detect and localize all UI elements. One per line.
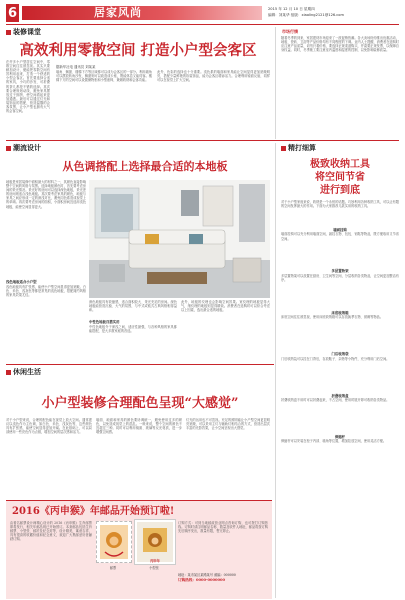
article2-body-right: 此外，地板的纹理也会影响空间效果。宽纹理的地板显得大气，细纹理的地板则显得精致。消费者在选购时可以综合考虑以上因素，选出最合适的地板。 <box>181 300 270 313</box>
article3-body-mid: 墙面、地面和家具的颜色要协调统一，避免使用过多的颜色，以免造成视觉上的混乱。一般来说，整个空间的颜色不宜超过三种。同时可以利用镜面、玻璃等反光材质，进一步增强空间感。 <box>96 418 182 435</box>
section-marker-icon <box>6 370 11 375</box>
monkey-stamp <box>96 521 132 563</box>
section-rule <box>6 140 399 141</box>
storage-tool-list <box>281 228 399 473</box>
sidebar-top-body: 随着冬季的到来，家居建材市场迎来了一波促销热潮。各大卖场纷纷推出优惠活动，地板、瓷砖、卫浴等产品价格均有不同程度的下调。业内人士提醒，消费者在选购时应注意产品质量，切勿只看价格，要选择正规渠道购买，并索要正规发票，以保障自身权益。同时，冬季施工要注意室内温度和湿度的控制，以免影响装修质量。 <box>281 36 399 53</box>
section-rule <box>6 364 274 365</box>
list-item-text: 伸缩杆可以安装在柜子内部、墙角等位置，增加挂放空间，使用灵活方便。 <box>281 439 387 444</box>
article4-headline: 2016《丙申猴》年邮品开始预订啦! <box>12 506 175 517</box>
list-item-title: 伸缩杆 <box>334 435 346 440</box>
article1-body-right: 此外，色彩的选择也十分重要。浅色系的墙面和家具能让空间显得更加宽敞明亮，搭配少量鲜艳的软装饰品，能为会客区增添活力。合理利用镜面反射，同样可以在视觉上扩大空间。 <box>157 70 270 83</box>
article2-headline: 从色调搭配上选择最合适的本地板 <box>62 160 228 173</box>
list-item <box>281 269 399 307</box>
article4-body-right: 订购方式：可到当地邮政营业网点咨询订购，也可拨打订购热线。订购时请注明邮品名称、数量及收件人地址，邮品将按订购先后顺序发出，数量有限，售完即止。 <box>178 521 268 534</box>
stamp-caption-1: 邮票 <box>109 566 117 570</box>
list-item-text: 多层置物架可以放置在厨房、卫生间等空间，分层收纳各类物品，让空间更加整洁有序。 <box>281 273 399 282</box>
list-item-title: 床底收纳箱 <box>331 310 349 315</box>
article2-subhead-mid: 中性色地板百搭实用 <box>89 320 120 324</box>
list-item-title: 墙面挂钩 <box>333 228 347 232</box>
sidebar-headline-line2: 将空间节省 <box>315 172 365 183</box>
article3-body-right: 灯光的运用也不可忽视。充足的照明能让小户型空间更显明亮宽敞，可以采用主灯与辅助灯相结合的方式，营造出层次丰富的光影效果，让小空间呈现出大感觉。 <box>186 418 270 431</box>
list-item <box>281 435 399 473</box>
sidebar-bottom-body: 对于小户型家庭来说，收纳是一个永恒的话题。巧妙利用各种收纳工具，可以让有限的空间发挥最大的作用。下面为大家推荐几款实用的收纳工具。 <box>281 200 399 209</box>
sidebar-headline-line1: 极致收纳工具 <box>310 159 370 170</box>
section-label-decoration <box>6 27 41 37</box>
section-title: 居家风尚 <box>94 6 142 19</box>
list-item-title: 折叠收纳盒 <box>331 393 349 398</box>
article3-body-left: 对于小户型来说，合理的配色能在视觉上放大空间。通常建议以浅色作为主色调，如白色、米色、浅灰色等，这些颜色具有扩张感，能使空间显得更加开阔。在此基础上，可以局部使用一些亮色作为点缀，增加空间的层次感和活力。 <box>6 418 92 435</box>
section-label-decoration <box>6 143 41 153</box>
list-item-title: 门后收纳袋 <box>331 352 349 357</box>
page-number: 6 <box>7 5 18 21</box>
article2-body-mid2: 中性色地板介于深浅之间，适应性最强，与各种风格的家具都能搭配，是大多数家庭的首选。 <box>89 325 177 334</box>
masthead-banner <box>22 6 262 20</box>
section-label-text: 潮流设计 <box>13 144 41 152</box>
living-room-illustration <box>89 180 270 298</box>
list-item <box>281 311 399 349</box>
masthead-rule <box>6 24 399 25</box>
section-marker-icon <box>281 146 286 151</box>
sidebar-headline-block <box>281 158 399 197</box>
article1-body-left: 在许多小户型居住空间中，零散空间往往被忽视。其实只要稍加设计，便能把零散空间有效利用起来，打造一个舒适的小型会客区。首先要选择合适的家具，小巧的沙发、可折叠的茶几都是不错的选择。其次要合理规划动线，避免家具摆放过于拥挤，使空间看起来更加通透。最后可以通过灯光和装饰品的搭配，营造温馨的会客氛围，让小户型也拥有大气的会客空间。 <box>6 60 50 114</box>
sidebar-headline-line3: 进行到底 <box>320 185 360 196</box>
article3-headline: 小户型装修合理配色呈现“大感觉” <box>41 396 239 411</box>
section-label-text: 休闲生活 <box>13 368 41 376</box>
section-label-decoration <box>281 143 316 153</box>
list-item <box>281 394 399 432</box>
article1-headline: 高效利用零散空间 打造小户型会客区 <box>19 42 257 59</box>
page-number-box <box>6 4 19 22</box>
article2-body-mid: 深色地板具有收缩感，适合面积较大、采光充足的房间。深色地板能营造沉稳、大气的氛围，与中式或欧式古典风格相得益彰。 <box>89 300 177 313</box>
living-room-photo <box>89 180 270 298</box>
article1-body-mid: 墙角、飘窗、楼梯下方等区域都可以成为会客区的一部分。利用墙角可以摆放转角沙发，飘窗则可以改造成卡座，既能休息又能待客。楼梯下方的空间可以设置储物柜和小型座椅，兼顾收纳和会客功能。 <box>56 70 152 83</box>
monkey-sheetlet <box>134 519 176 565</box>
list-item-text: 折叠收纳盒不用时可以折叠起来，不占空间，使用时展开即可收纳各类物品。 <box>281 398 390 403</box>
article4-body-left: 由著名邮票设计师精心设计的 2016《丙申猴》生肖邮票即将发行，相关年邮品现已开始预订。本套邮品包括生肖邮票、小型张、邮折及纪念封等，设计精美，寓意吉祥，具有很高的收藏价值和纪念意义，欢迎广大集邮爱好者踊跃订购。 <box>10 521 92 542</box>
list-item-title: 多层置物架 <box>331 269 349 274</box>
sidebar-top-header: 市场行情 <box>282 29 298 34</box>
editor-line: 编辑：刘某华 组版：xiaoling2121@126.com <box>268 13 344 17</box>
monkey-stamp-illustration <box>97 522 131 562</box>
section-marker-icon <box>6 30 11 35</box>
article1-byline: 据新华社电 通讯员 刘某某 <box>56 65 96 69</box>
list-item-text: 墙面挂钩可以充分利用墙面空间，悬挂衣物、包包、钥匙等物品，既方便取用又节省空间。 <box>281 232 399 241</box>
article4-phone: 订购热线：0000-0000000 <box>178 578 225 582</box>
section-label-text: 装修课堂 <box>13 28 41 36</box>
section-label-decoration <box>6 367 41 377</box>
column-divider <box>275 143 276 598</box>
section-label-text: 精打细算 <box>288 144 316 152</box>
date-line: 2015 年 12 月 10 日 星期四 <box>268 7 315 11</box>
article2-subhead-left: 浅色地板适合小户型 <box>6 280 37 284</box>
list-item <box>281 228 399 266</box>
list-item-text: 门后收纳袋可以挂在门背后，存放鞋子、杂物等小物件，充分利用门后空间。 <box>281 356 390 361</box>
sheetlet-label: 丙申年 <box>150 559 160 563</box>
section-marker-icon <box>6 146 11 151</box>
article2-body-left: 地板是家居装修中面积最大的材料之一，其颜色直接影响整个空间的风格与氛围。选择地板颜色时，首先要考虑房间的采光情况。采光好的房间可以选择深色地板，采光差的房间则适合浅色地板。其次要考虑家具的颜色，地板与家具之间应形成一定的深浅对比，避免同色系造成视觉上的单调。再次要考虑房间的面积，小面积房间宜选用浅色地板，能使空间显得更大。 <box>6 180 86 209</box>
article4-contact: 地址：某市某区某路某号 邮编：000000 <box>178 573 236 577</box>
list-item <box>281 352 399 390</box>
stamp-caption-2: 小型张 <box>149 566 159 570</box>
column-divider <box>275 27 276 139</box>
list-item-text: 床底空间往往被忽视，使用床底收纳箱可以存放换季衣物、被褥等物品。 <box>281 315 383 320</box>
article2-body-left2: 浅色地板具有扩张感，能使小户型空间显得更加宽敞。白色、米色、浅灰色等都是常见的浅色地板，搭配简约风格的家具效果尤佳。 <box>6 285 86 298</box>
